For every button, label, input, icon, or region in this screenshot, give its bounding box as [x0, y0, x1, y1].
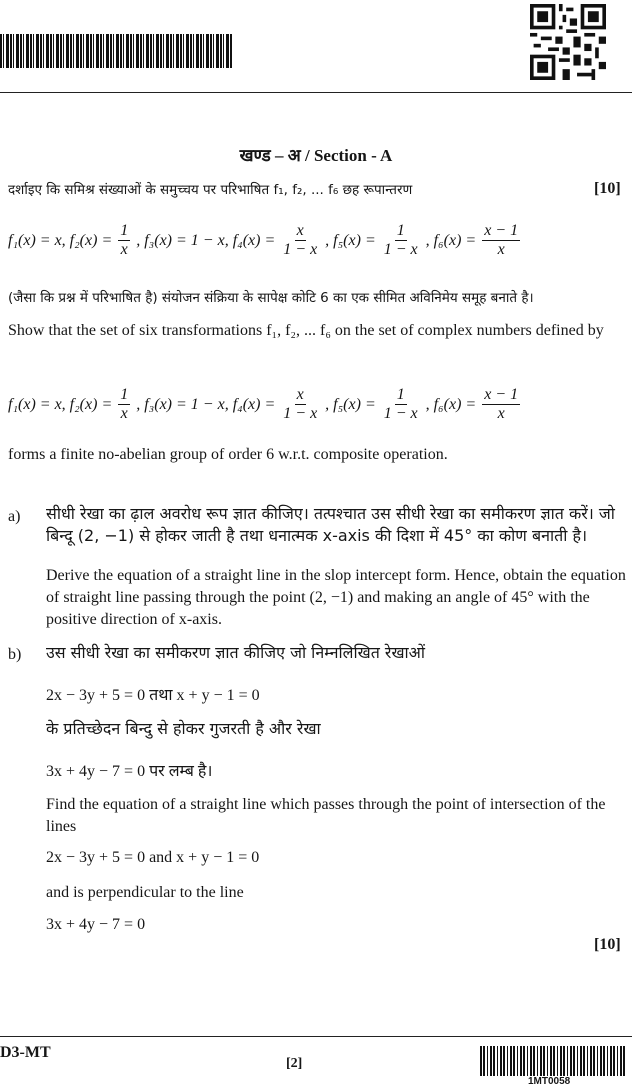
- f5-lhs: , f₅(x) =: [325, 231, 376, 249]
- qb-hindi-equation1: 2x − 3y + 5 = 0 तथा x + y − 1 = 0: [46, 687, 260, 704]
- qb-hindi-line2: के प्रतिच्छेदन बिन्दु से होकर गुजरती है और रेखा: [46, 719, 321, 738]
- qb-english-line2: and is perpendicular to the line: [46, 884, 244, 901]
- barcode-top: [0, 34, 232, 68]
- qb-marks: [10]: [594, 936, 621, 953]
- page-number: [2]: [286, 1056, 303, 1071]
- qb-label: b): [8, 646, 22, 663]
- qb-hindi-line1: उस सीधी रेखा का समीकरण ज्ञात कीजिए जो निम्नलिखित रेखाओं: [46, 643, 426, 662]
- q1-marks: [10]: [594, 180, 621, 197]
- footer-rule: [0, 1036, 632, 1037]
- f1-definition: f₁(x) = x,: [8, 231, 66, 249]
- qa-hindi: सीधी रेखा का ढ़ाल अवरोध रूप ज्ञात कीजिए। तत्पश्चात उस सीधी रेखा का समीकरण ज्ञात करें। जो बिन्दू (2, −1) से होकर जाती है तथा धनात्मक x-axis की दिशा में 45° का कोण बनाती है।: [46, 504, 615, 545]
- qa-english: Derive the equation of a straight line in the slop intercept form. Hence, obtain the equation of straight line passing through the point (2, −1) and making an angle of 45° with the positive direction of x-axis.: [46, 567, 626, 628]
- q1-hindi-intro: दर्शाइए कि समिश्र संख्याओं के समुच्चय पर परिभाषित f₁, f₂, ... f₆ छह रूपान्तरण: [8, 182, 413, 198]
- f2-fraction: $\frac{1}{x}$: [120, 386, 129, 422]
- f1-definition: f₁(x) = x,: [8, 395, 66, 413]
- f4-lhs: f₄(x) =: [232, 395, 276, 413]
- f5-fraction: $\frac{1}{1 - x}$: [383, 222, 418, 258]
- f4-fraction: $\frac{x}{1 - x}$: [283, 386, 318, 422]
- f2-lhs: f₂(x) =: [69, 395, 113, 413]
- f4-lhs: f₄(x) =: [232, 231, 276, 249]
- qa-label: a): [8, 508, 21, 525]
- q1-english-intro: Show that the set of six transformations f₁, f₂, ... f₆ on the set of complex numbers defined by: [8, 322, 604, 339]
- f6-fraction: $\frac{x - 1}{x}$: [484, 386, 519, 422]
- f2-fraction: $\frac{1}{x}$: [120, 222, 129, 258]
- barcode-text: 1MT0058: [528, 1076, 571, 1087]
- qb-english-line1: Find the equation of a straight line which passes through the point of intersection of the lines: [46, 796, 606, 835]
- f3-definition: , f₃(x) = 1 − x,: [136, 395, 229, 413]
- qr-code: [530, 4, 606, 80]
- f3-definition: , f₃(x) = 1 − x,: [136, 231, 229, 249]
- f5-fraction: $\frac{1}{1 - x}$: [383, 386, 418, 422]
- q1-function-definitions-english: [8, 386, 522, 423]
- section-title: खण्ड – अ / Section - A: [239, 146, 393, 165]
- qb-english-equation1: 2x − 3y + 5 = 0 and x + y − 1 = 0: [46, 849, 260, 866]
- f6-lhs: , f₆(x) =: [425, 395, 477, 413]
- q1-hindi-outro: (जैसा कि प्रश्न में परिभाषित है) संयोजन संक्रिया के सापेक्ष कोटि 6 का एक सीमित अविनिमेय समूह बनाते है।: [8, 290, 534, 306]
- qb-english-equation2: 3x + 4y − 7 = 0: [46, 916, 146, 933]
- q1-function-definitions: [8, 222, 522, 259]
- f2-lhs: f₂(x) =: [69, 231, 113, 249]
- f4-fraction: $\frac{x}{1 - x}$: [283, 222, 318, 258]
- f6-fraction: $\frac{x - 1}{x}$: [484, 222, 519, 258]
- barcode-bottom: [480, 1046, 626, 1076]
- paper-code: D3-MT: [0, 1044, 51, 1061]
- header-rule: [0, 92, 632, 93]
- f6-lhs: , f₆(x) =: [425, 231, 477, 249]
- q1-english-outro: forms a finite no-abelian group of order 6 w.r.t. composite operation.: [8, 446, 448, 463]
- qb-hindi-equation2: 3x + 4y − 7 = 0 पर लम्ब है।: [46, 763, 213, 780]
- f5-lhs: , f₅(x) =: [325, 395, 376, 413]
